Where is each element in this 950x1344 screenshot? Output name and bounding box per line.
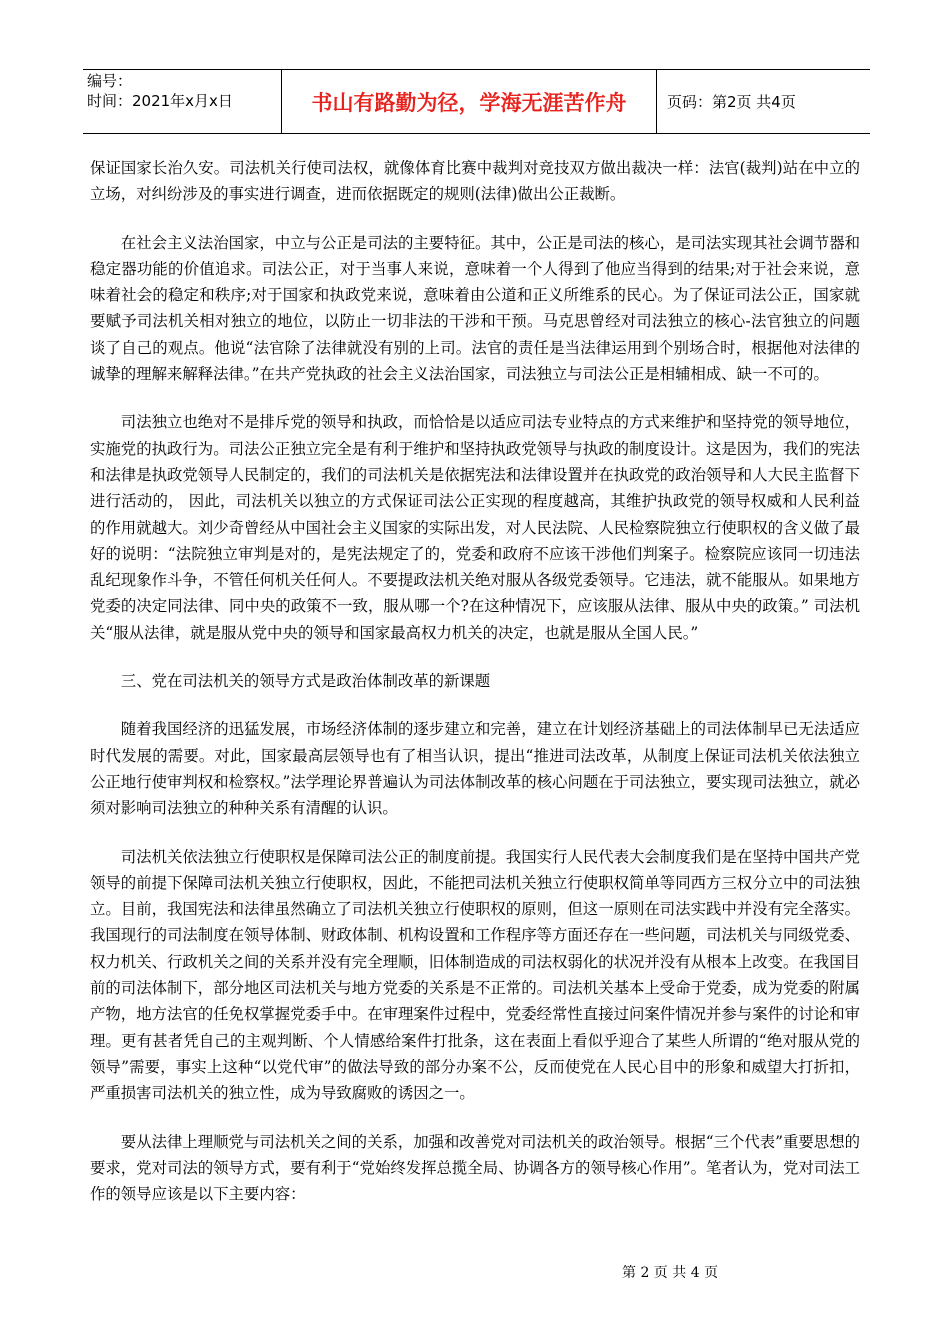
document-body: [90, 155, 860, 1229]
document-number-label: 编号：: [87, 72, 133, 90]
header-info-cell: [83, 70, 282, 133]
paragraph-2: 在社会主义法治国家，中立与公正是司法的主要特征。其中，公正是司法的核心，是司法实现其社会调节器和稳定器功能的价值追求。司法公正，对于当事人来说，意味着一个人得到了他应当得到的结果;对于社会来说，意味着社会的稳定和秩序;对于国家和执政党来说，意味着由公道和正义所维系的民心。为了保证司法公正，国家就要赋予司法机关相对独立的地位，以防止一切非法的干涉和干预。马克思曾经对司法独立的核心-法官独立的问题谈了自己的观点。他说“法官除了法律就没有别的上司。法官的责任是当法律运用到个别场合时，根据他对法律的诚挚的理解来解释法律。”在共产党执政的社会主义法治国家，司法独立与司法公正是相辅相成、缺一不可的。: [90, 233, 860, 384]
paragraph-1: 保证国家长治久安。司法机关行使司法权，就像体育比赛中裁判对竞技双方做出裁决一样：法官(裁判)站在中立的立场，对纠纷涉及的事实进行调查，进而依据既定的规则(法律)做出公正裁断。: [90, 159, 860, 204]
page-footer: 第 2 页 共 4 页: [622, 1265, 719, 1281]
paragraph-6: 要从法律上理顺党与司法机关之间的关系，加强和改善党对司法机关的政治领导。根据“三个代表”重要思想的要求，党对司法的领导方式，要有利于“党始终发挥总揽全局、协调各方的领导核心作用”。笔者认为，党对司法工作的领导应该是以下主要内容：: [90, 1132, 860, 1204]
paragraph-3: 司法独立也绝对不是排斥党的领导和执政，而恰恰是以适应司法专业特点的方式来维护和坚持党的领导地位，实施党的执政行为。司法公正独立完全是有利于维护和坚持执政党领导与执政的制度设计。这是因为，我们的宪法和法律是执政党领导人民制定的，我们的司法机关是依据宪法和法律设置并在执政党的政治领导和人大民主监督下进行活动的， 因此，司法机关以独立的方式保证司法公正实现的程度越高，其维护执政党的领导权威和人民利益的作用就越大。刘少奇曾经从中国社会主义国家的实际出发，对人民法院、人民检察院独立行使职权的含义做了最好的说明：“法院独立审判是对的，是宪法规定了的，党委和政府不应该干涉他们判案子。检察院应该同一切违法乱纪现象作斗争，不管任何机关任何人。不要提政法机关绝对服从各级党委领导。它违法，就不能服从。如果地方党委的决定同法律、同中央的政策不一致，服从哪一个?在这种情况下，应该服从法律、服从中央的政策。” 司法机关“服从法律，就是服从党中央的领导和国家最高权力机关的决定，也就是服从全国人民。”: [90, 413, 860, 642]
paragraph-4: 随着我国经济的迅猛发展，市场经济体制的逐步建立和完善，建立在计划经济基础上的司法体制早已无法适应时代发展的需要。对此，国家最高层领导也有了相当认识，提出“推进司法改革，从制度上保证司法机关依法独立公正地行使审判权和检察权。”法学理论界普遍认为司法体制改革的核心问题在于司法独立，要实现司法独立，就必须对影响司法独立的种种关系有清醒的认识。: [90, 720, 860, 818]
header-motto: 书山有路勤为径，学海无涯苦作舟: [282, 70, 657, 133]
document-time-label: 时间：2021年x月x日: [87, 92, 233, 110]
section-heading: 三、党在司法机关的领导方式是政治体制改革的新课题: [120, 672, 491, 691]
paragraph-5: 司法机关依法独立行使职权是保障司法公正的制度前提。我国实行人民代表大会制度我们是在坚持中国共产党领导的前提下保障司法机关独立行使职权，因此，不能把司法机关独立行使职权简单等同西方三权分立中的司法独立。目前，我国宪法和法律虽然确立了司法机关独立行使职权的原则，但这一原则在司法实践中并没有完全落实。我国现行的司法制度在领导体制、财政体制、机构设置和工作程序等方面还存在一些问题，司法机关与同级党委、权力机关、行政机关之间的关系并没有完全理顺，旧体制造成的司法权弱化的状况并没有从根本上改变。在我国目前的司法体制下，部分地区司法机关与地方党委的关系是不正常的。司法机关基本上受命于党委，成为党委的附属产物，地方法官的任免权掌握党委手中。在审理案件过程中，党委经常性直接过问案件情况并参与案件的讨论和审理。更有甚者凭自己的主观判断、个人情感给案件打批条，这在表面上看似乎迎合了某些人所谓的“绝对服从党的领导”需要，事实上这种“以党代审”的做法导致的部分办案不公，反而使党在人民心目中的形象和威望大打折扣，严重损害司法机关的独立性，成为导致腐败的诱因之一。: [90, 847, 860, 1103]
header-page-info: 页码：第2页 共4页: [667, 93, 796, 111]
page-header: [83, 69, 870, 134]
